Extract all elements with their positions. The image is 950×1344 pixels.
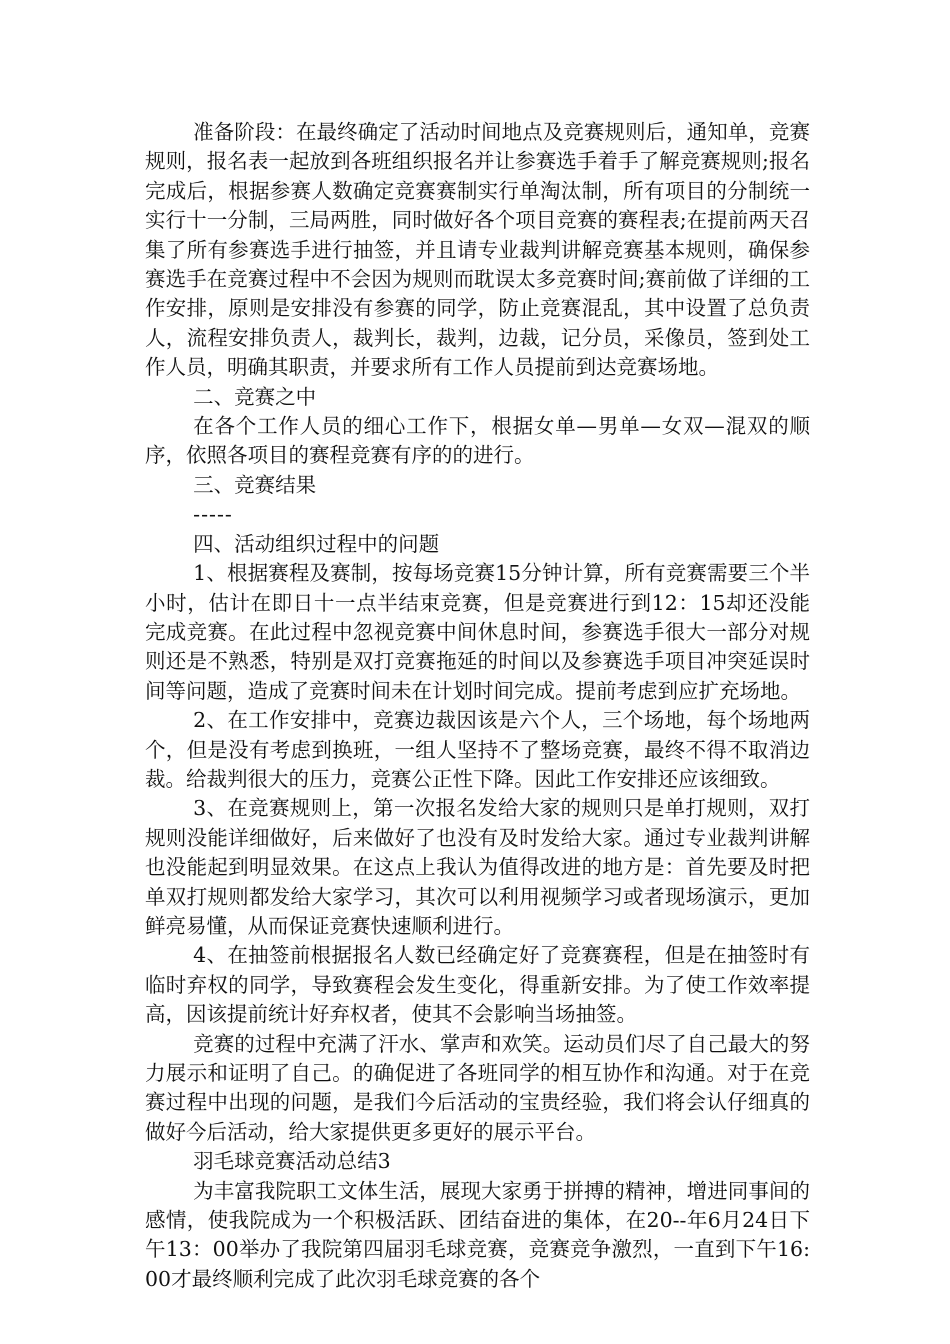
heading-problems: 四、活动组织过程中的问题 — [193, 531, 440, 556]
paragraph-problem-1: 1、根据赛程及赛制，按每场竞赛15分钟计算，所有竞赛需要三个半小时，估计在即日十一点半结束竞赛，但是竞赛进行到12：15却还没能完成竞赛。在此过程中忽视竞赛中间休息时间，参赛选手很大一部分对规则还是不熟悉，特别是双打竞赛拖延的时间以及参赛选手项目冲突延误时间等问题，造成了竞赛时间未在计划时间完成。提前考虑到应扩充场地。 — [145, 561, 810, 703]
heading-summary-3: 羽毛球竞赛活动总结3 — [193, 1149, 391, 1174]
paragraph-preparation: 准备阶段：在最终确定了活动时间地点及竞赛规则后，通知单，竞赛规则，报名表一起放到各班组织报名并让参赛选手着手了解竞赛规则;报名完成后，根据参赛人数确定竞赛赛制实行单淘汰制，所有项目的分制统一实行十一分制，三局两胜，同时做好各个项目竞赛的赛程表;在提前两天召集了所有参赛选手进行抽签，并且请专业裁判讲解竞赛基本规则，确保参赛选手在竞赛过程中不会因为规则而耽误太多竞赛时间;赛前做了详细的工作安排，原则是安排没有参赛的同学，防止竞赛混乱，其中设置了总负责人，流程安排负责人，裁判长，裁判，边裁，记分员，采像员，签到处工作人员，明确其职责，并要求所有工作人员提前到达竞赛场地。 — [145, 120, 810, 380]
heading-competition-results: 三、竞赛结果 — [193, 472, 317, 497]
paragraph-problem-3: 3、在竞赛规则上，第一次报名发给大家的规则只是单打规则，双打规则没能详细做好，后来做好了也没有及时发给大家。通过专业裁判讲解也没能起到明显效果。在这点上我认为值得改进的地方是：首先要及时把单双打规则都发给大家学习，其次可以利用视频学习或者现场演示，更加鲜亮易懂，从而保证竞赛快速顺利进行。 — [145, 796, 810, 938]
paragraph-during-competition: 在各个工作人员的细心工作下，根据女单—男单—女双—混双的顺序，依照各项目的赛程竞赛有序的的进行。 — [145, 414, 810, 468]
paragraph-summary-3-intro: 为丰富我院职工文体生活，展现大家勇于拼搏的精神，增进同事间的感情，使我院成为一个积极活跃、团结奋进的集体，在20--年6月24日下午13：00举办了我院第四届羽毛球竞赛，竞赛竞争激烈，一直到下午16:00才最终顺利完成了此次羽毛球竞赛的各个 — [145, 1178, 810, 1291]
heading-during-competition: 二、竞赛之中 — [193, 384, 317, 409]
paragraph-conclusion: 竞赛的过程中充满了汗水、掌声和欢笑。运动员们尽了自己最大的努力展示和证明了自己。的确促进了各班同学的相互协作和沟通。对于在竞赛过程中出现的问题，是我们今后活动的宝贵经验，我们将会认仔细真的做好今后活动，给大家提供更多更好的展示平台。 — [145, 1031, 810, 1144]
paragraph-problem-4: 4、在抽签前根据报名人数已经确定好了竞赛赛程，但是在抽签时有临时弃权的同学，导致赛程会发生变化，得重新安排。为了使工作效率提高，因该提前统计好弃权者，使其不会影响当场抽签。 — [145, 943, 810, 1027]
document-body — [145, 118, 810, 1294]
results-placeholder: ----- — [193, 502, 233, 527]
paragraph-problem-2: 2、在工作安排中，竞赛边裁因该是六个人，三个场地，每个场地两个，但是没有考虑到换班，一组人坚持不了整场竞赛，最终不得不取消边裁。给裁判很大的压力，竞赛公正性下降。因此工作安排还应该细致。 — [145, 708, 810, 791]
